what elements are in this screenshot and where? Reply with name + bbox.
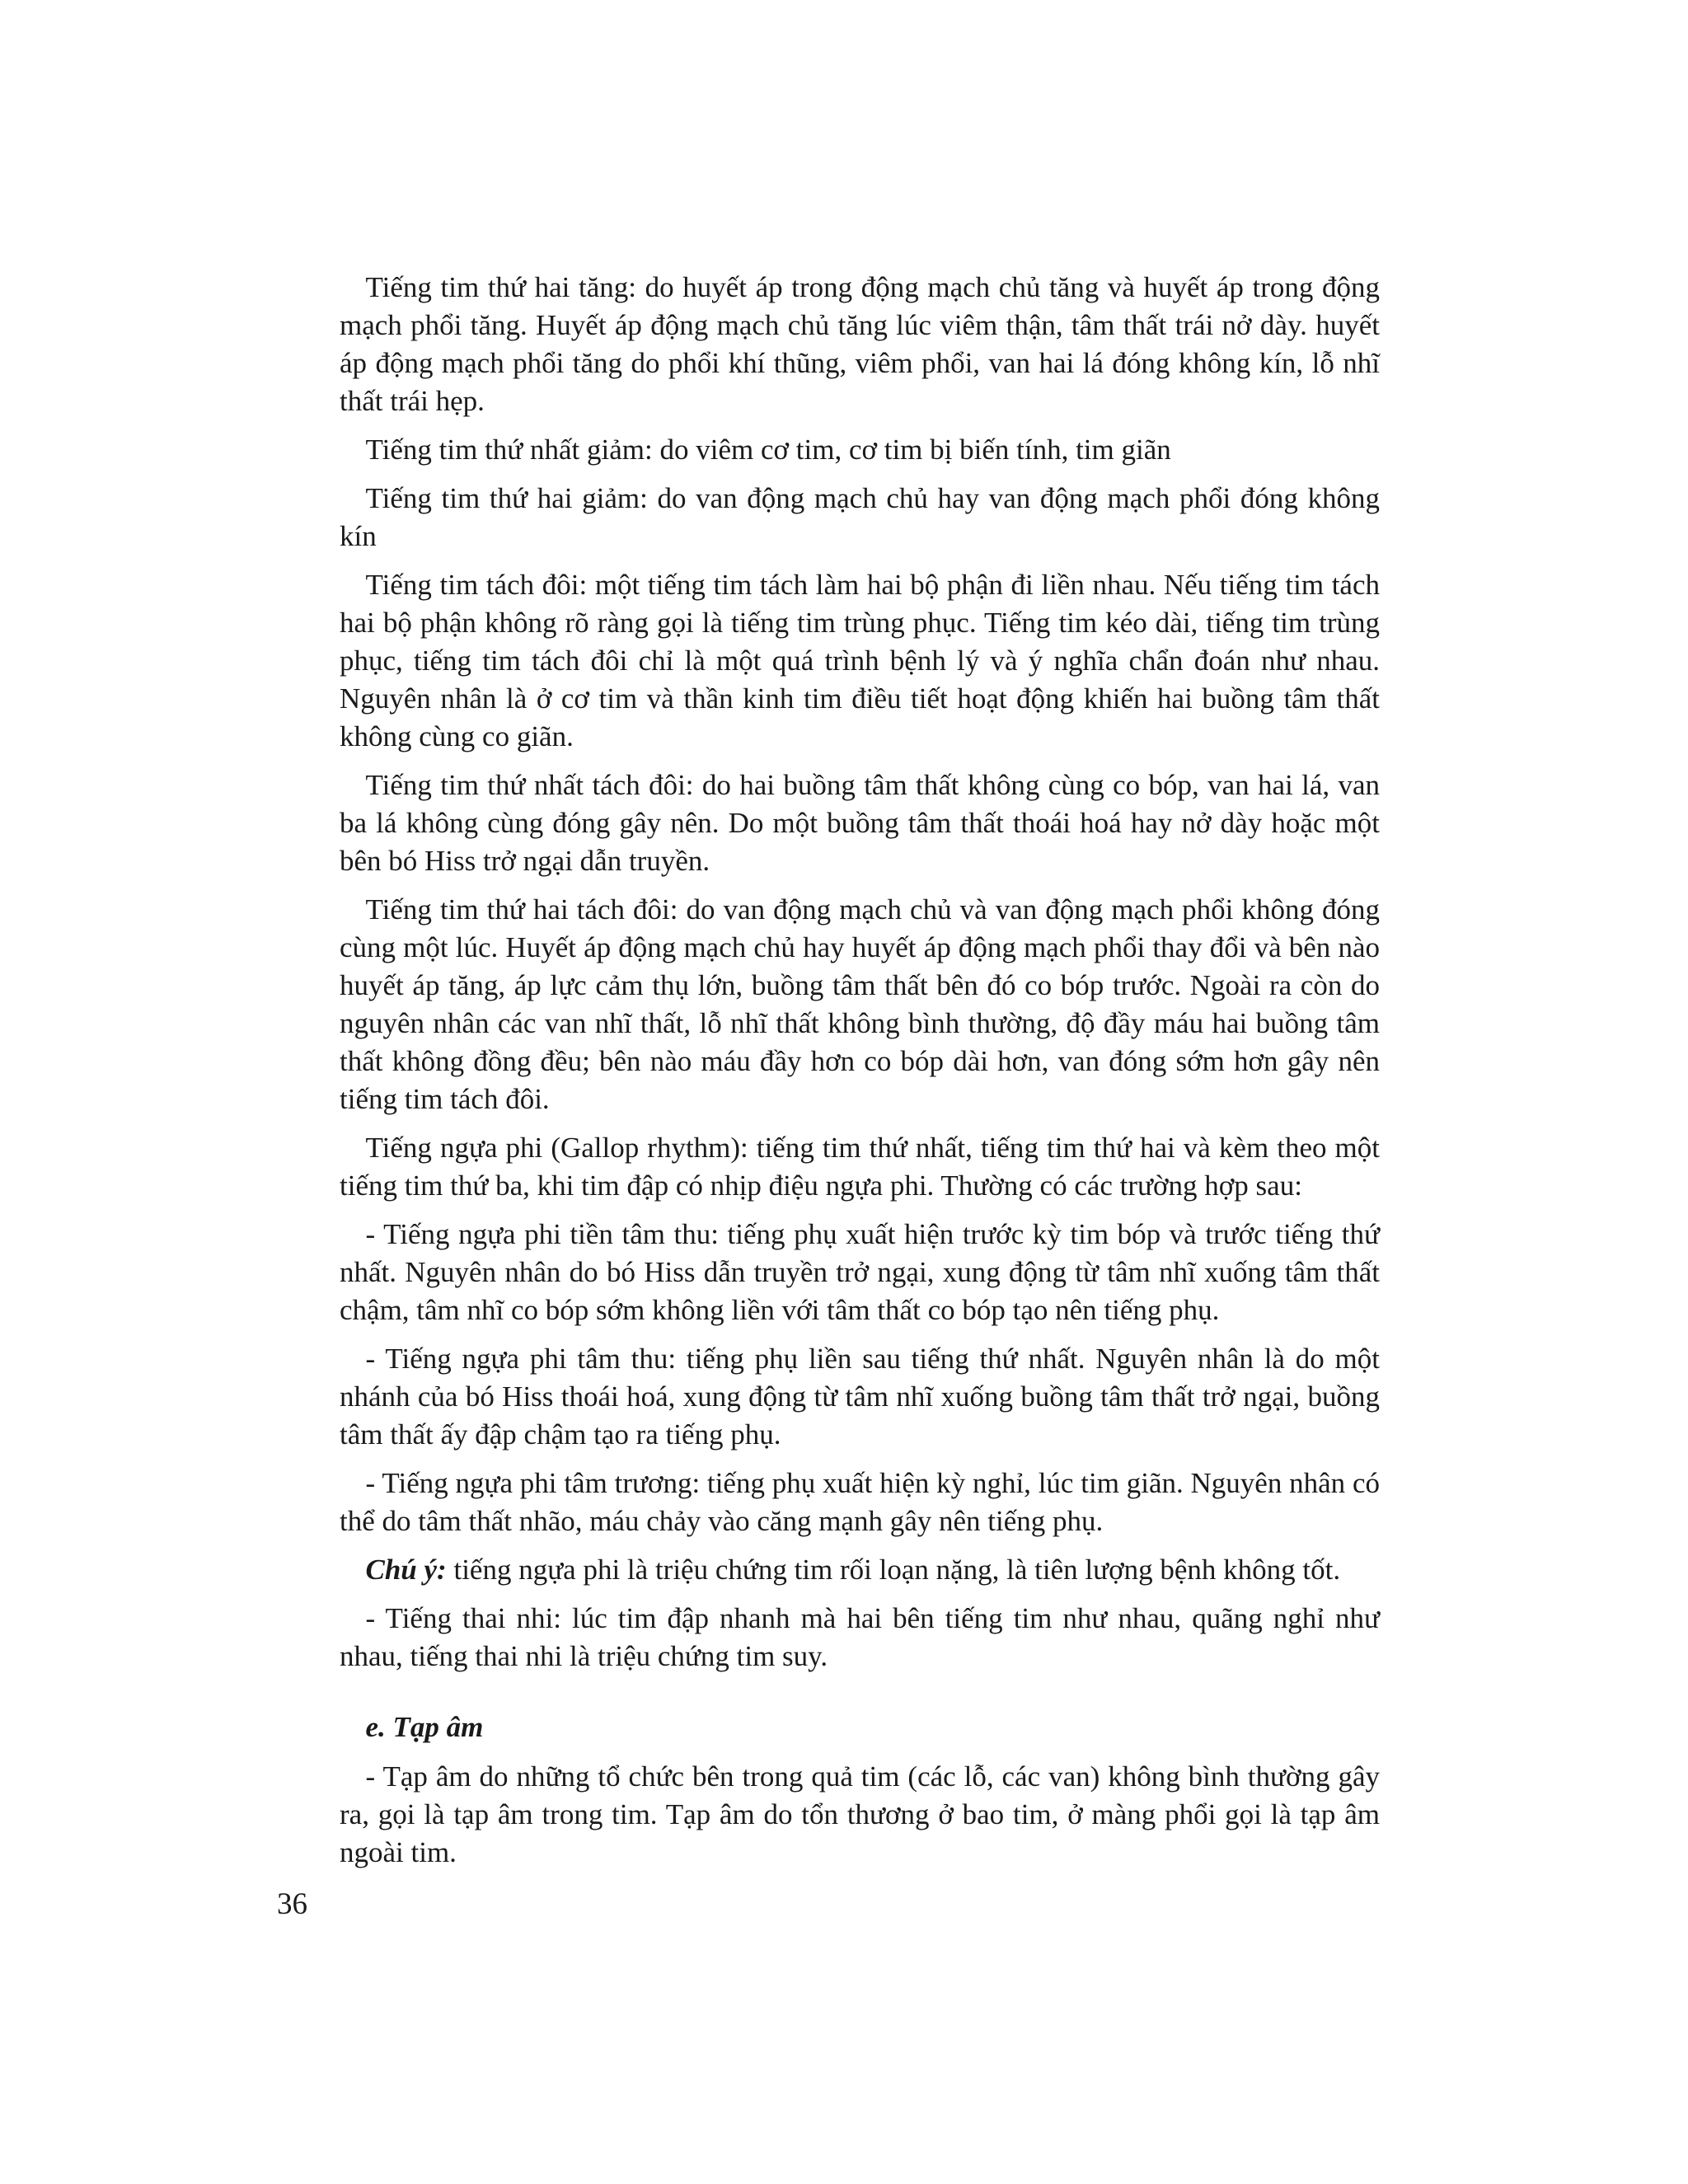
paragraph-systolic-gallop: - Tiếng ngựa phi tâm thu: tiếng phụ liền sau tiếng thứ nhất. Nguyên nhân là do một nhánh của bó Hiss thoái hoá, xung động từ tâm nhĩ xuống buồng tâm thất trở ngại, buồng tâm thất ấy đập chậm tạo ra tiếng phụ.	[340, 1343, 1380, 1451]
paragraph-second-heart-sound-increased: Tiếng tim thứ hai tăng: do huyết áp trong động mạch chủ tăng và huyết áp trong động mạch phổi tăng. Huyết áp động mạch chủ tăng lúc viêm thận, tâm thất trái nở dày. huyết áp động mạch phổi tăng do phổi khí thũng, viêm phổi, van hai lá đóng không kín, lỗ nhĩ thất trái hẹp.	[340, 271, 1380, 417]
page-number: 36	[277, 1887, 307, 1921]
paragraph-first-heart-sound-decreased: Tiếng tim thứ nhất giảm: do viêm cơ tim, cơ tim bị biến tính, tim giãn	[365, 434, 1171, 466]
paragraph-fetal-rhythm: - Tiếng thai nhi: lúc tim đập nhanh mà hai bên tiếng tim như nhau, quãng nghỉ như nhau, tiếng thai nhi là triệu chứng tim suy.	[340, 1602, 1380, 1672]
note-text: tiếng ngựa phi là triệu chứng tim rối loạn nặng, là tiên lượng bệnh không tốt.	[446, 1554, 1341, 1586]
page-body	[340, 269, 1380, 1882]
paragraph-note	[340, 1551, 1380, 1589]
section-heading-murmur: e. Tạp âm	[365, 1711, 484, 1743]
paragraph-presystolic-gallop: - Tiếng ngựa phi tiền tâm thu: tiếng phụ xuất hiện trước kỳ tim bóp và trước tiếng thứ nhất. Nguyên nhân do bó Hiss dẫn truyền trở ngại, xung động từ tâm nhĩ xuống tâm thất chậm, tâm nhĩ co bóp sớm không liền với tâm thất co bóp tạo nên tiếng phụ.	[340, 1218, 1380, 1326]
paragraph-murmur: - Tạp âm do những tổ chức bên trong quả tim (các lỗ, các van) không bình thường gây ra, gọi là tạp âm trong tim. Tạp âm do tổn thương ở bao tim, ở màng phổi gọi là tạp âm ngoài tim.	[340, 1760, 1380, 1868]
paragraph-split-heart-sound: Tiếng tim tách đôi: một tiếng tim tách làm hai bộ phận đi liền nhau. Nếu tiếng tim tách hai bộ phận không rõ ràng gọi là tiếng tim trùng phục. Tiếng tim kéo dài, tiếng tim trùng phục, tiếng tim tách đôi chỉ là một quá trình bệnh lý và ý nghĩa chẩn đoán như nhau. Nguyên nhân là ở cơ tim và thần kinh tim điều tiết hoạt động khiến hai buồng tâm thất không cùng co giãn.	[340, 569, 1380, 752]
note-label: Chú ý:	[365, 1554, 447, 1586]
paragraph-second-heart-sound-decreased: Tiếng tim thứ hai giảm: do van động mạch chủ hay van động mạch phổi đóng không kín	[340, 482, 1380, 552]
paragraph-second-sound-split: Tiếng tim thứ hai tách đôi: do van động mạch chủ và van động mạch phổi không đóng cùng một lúc. Huyết áp động mạch chủ hay huyết áp động mạch phổi thay đổi và bên nào huyết áp tăng, áp lực cảm thụ lớn, buồng tâm thất bên đó co bóp trước. Ngoài ra còn do nguyên nhân các van nhĩ thất, lỗ nhĩ thất không bình thường, độ đầy máu hai buồng tâm thất không đồng đều; bên nào máu đầy hơn co bóp dài hơn, van đóng sớm hơn gây nên tiếng tim tách đôi.	[340, 893, 1380, 1115]
paragraph-gallop-rhythm: Tiếng ngựa phi (Gallop rhythm): tiếng tim thứ nhất, tiếng tim thứ hai và kèm theo một tiếng tim thứ ba, khi tim đập có nhịp điệu ngựa phi. Thường có các trường hợp sau:	[340, 1132, 1380, 1202]
paragraph-first-sound-split: Tiếng tim thứ nhất tách đôi: do hai buồng tâm thất không cùng co bóp, van hai lá, van ba lá không cùng đóng gây nên. Do một buồng tâm thất thoái hoá hay nở dày hoặc một bên bó Hiss trở ngại dẫn truyền.	[340, 769, 1380, 877]
paragraph-diastolic-gallop: - Tiếng ngựa phi tâm trương: tiếng phụ xuất hiện kỳ nghỉ, lúc tim giãn. Nguyên nhân có thể do tâm thất nhão, máu chảy vào căng mạnh gây nên tiếng phụ.	[340, 1467, 1380, 1537]
